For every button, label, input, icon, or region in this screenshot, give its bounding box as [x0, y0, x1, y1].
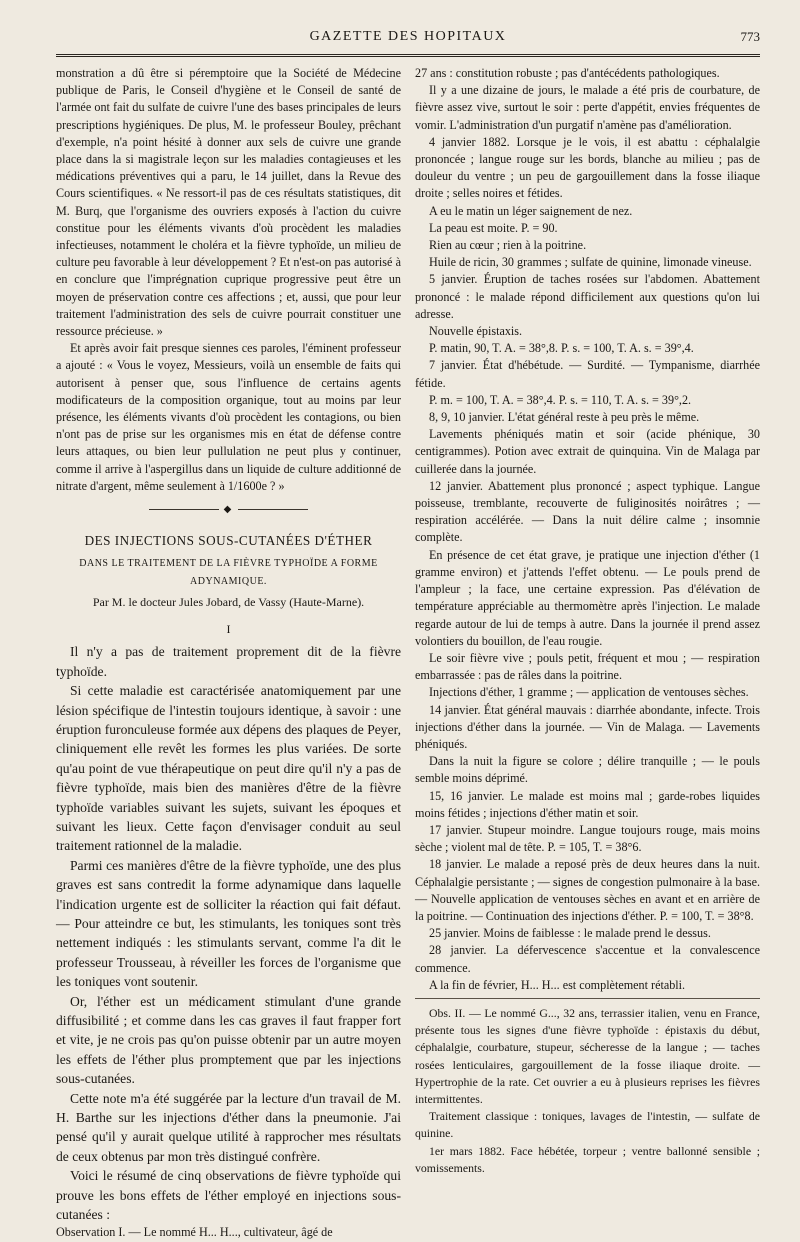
- page-header: [56, 26, 760, 48]
- observation-divider: [415, 998, 760, 999]
- case-paragraph: 15, 16 janvier. Le malade est moins mal ; garde-robes liquides moins fétides ; injections d'éther matin et soir.: [415, 788, 760, 820]
- case-paragraph: 28 janvier. La défervescence s'accentue et la convalescence commence.: [415, 943, 760, 975]
- case-paragraph: 5 janvier. Éruption de taches rosées sur l'abdomen. Abattement prononcé : le malade répond difficilement aux questions qu'on lui adresse.: [415, 272, 760, 321]
- body-paragraph: Parmi ces manières d'être de la fièvre typhoïde, une des plus graves est sans contredit la forme adynamique dans laquelle l'indication urgente est de solliciter la réaction qui fait défaut. — Pour atteindre ce but, les stimulants, les toniques sont très nettement indiqués : les stimulants servant, comme l'a dit le professeur Trousseau, à réveiller les forces de l'organisme que les toniques vont soutenir.: [56, 857, 401, 990]
- case-paragraph: 4 janvier 1882. Lorsque je le vois, il est abattu : céphalalgie prononcée ; langue rouge sur les bords, blanche au milieu ; pas de douleur du ventre ; un peu de gargouillement dans la fosse iliaque droite ; selles noires et fétides.: [415, 134, 760, 201]
- body-paragraph: Si cette maladie est caractérisée anatomiquement par une lésion spécifique de l'intestin toujours identique, à savoir : une éruption furonculeuse formée aux dépens des plaques de Peyer, cliniquement elle revêt les formes les plus variées. De sorte qu'au point de vue thérapeutique on peut dire qu'il n'y a pas de fièvre typhoïde, mais bien des manières d'être de la fièvre typhoïde variables suivant les sujets, suivant les époques et suivant les lieux. Cette façon d'envisager conduit au seul traitement rationnel de la maladie.: [56, 683, 401, 854]
- article-title: DES INJECTIONS SOUS-CUTANÉES D'ÉTHER: [84, 533, 373, 549]
- case-paragraph: P. matin, 90, T. A. = 38°,8. P. s. = 100, T. A. s. = 39°,4.: [429, 341, 694, 356]
- section-ornament: ◆: [56, 501, 401, 518]
- case-paragraph: Huile de ricin, 30 grammes ; sulfate de quinine, limonade vineuse.: [429, 255, 752, 270]
- observation-paragraph: 1er mars 1882. Face hébétée, torpeur ; ventre ballonné sensible ; vomissements.: [415, 1143, 760, 1175]
- case-paragraph: 8, 9, 10 janvier. L'état général reste à peu près le même.: [429, 410, 700, 425]
- body-paragraph: Or, l'éther est un médicament stimulant d'une grande diffusibilité ; et comme dans les cas graves il faut frapper fort et vite, je ne crois pas qu'on puisse obtenir par un autre moyen les effets de l'éther plus promptement que par les injections sous-cutanées.: [56, 993, 401, 1087]
- intro-paragraph: Et après avoir fait presque siennes ces paroles, l'éminent professeur a ajouté : « Vous le voyez, Messieurs, voilà un ensemble de faits qui autorisent à penser que, sous l'influence de certains agents modificateurs de la composition organique, tout au moins par leur présence, les éléments vivants d'où procèdent les contagions, ou bien n'ont pas de prise sur les organismes mis en état de défense contre leurs attaques, ou bien leur pullulation ne peut plus y continuer, comme il arrive à l'aspergillus dans un liquide de culture additionné de nitrate d'argent, même seulement à 1/1600e ? »: [56, 341, 401, 493]
- case-paragraph: Nouvelle épistaxis.: [429, 324, 523, 339]
- case-paragraph: 7 janvier. État d'hébétude. — Surdité. — Tympanisme, diarrhée fétide.: [415, 358, 760, 390]
- case-paragraph: A la fin de février, H... H... est complètement rétabli.: [429, 977, 686, 992]
- case-paragraph: 17 janvier. Stupeur moindre. Langue toujours rouge, mais moins sèche ; violent mal de tête. P. = 105, T. = 38°6.: [415, 822, 760, 855]
- case-paragraph: La peau est moite. P. = 90.: [429, 220, 558, 235]
- case-paragraph: 12 janvier. Abattement plus prononcé ; aspect typhique. Langue poisseuse, tremblante, recouverte de fuliginosités noirâtres ; — respiration accélérée. — Dans la nuit délire calme ; insomnie complète.: [415, 478, 760, 545]
- case-paragraph: P. m. = 100, T. A. = 38°,4. P. s. = 110, T. A. s. = 39°,2.: [429, 392, 692, 407]
- case-paragraph: Le soir fièvre vive ; pouls petit, fréquent et mou ; — respiration embarrassée : pas de râles dans la poitrine.: [415, 650, 760, 683]
- article-body: [56, 642, 401, 1224]
- article-subtitle: DANS LE TRAITEMENT DE LA FIÈVRE TYPHOÏDE A FORME ADYNAMIQUE.: [79, 558, 378, 587]
- case-paragraph: 18 janvier. Le malade a reposé près de deux heures dans la nuit. Céphalalgie persistante ; — signes de congestion pulmonaire à la base. — Nouvelle application de ventouses sèches en avant et en arrière de la poitrine. — Continuation des injections d'éther. P. = 100, T. = 38°8.: [415, 857, 760, 923]
- body-paragraph: Il n'y a pas de traitement proprement dit de la fièvre typhoïde.: [56, 644, 401, 679]
- intro-paragraph: monstration a dû être si péremptoire que la Société de Médecine publique de Paris, le Conseil d'hygiène et le Conseil de santé de l'armée ont fait du sulfate de cuivre l'une des bases principales de leurs prescriptions hygiéniques. De plus, M. le professeur Bouley, prêchant d'exemple, n'a point hésité à donner aux sels de cuivre une grande place dans la si magistrale leçon sur les maladies contagieuses et les médications préventives qui a paru, le 14 juillet, dans la Revue des Cours scientifiques. « Ne ressort-il pas de ces résultats statistiques, dit M. Burq, que l'organisme des ouvriers exposés à l'action du cuivre constitue pour les éléments vivants d'où procèdent les maladies infectieuses, notamment le choléra et la fièvre typhoïde, un milieu de culture peu favorable à leur développement ? Et n'est-on pas autorisé à en conclure que l'imprégnation cuprique progressive peut être un moyen de préservation contre ces affections ; et, aussi, que pour leur traitement l'administration des sels de cuivre pourrait constituer une ressource précieuse. »: [56, 66, 401, 339]
- observation-paragraph: Traitement classique : toniques, lavages de l'intestin, — sulfate de quinine.: [415, 1109, 760, 1141]
- case-paragraph: En présence de cet état grave, je pratique une injection d'éther (1 gramme environ) et j'attends l'effet obtenu. — Le pouls prend de l'ampleur ; la face, une certaine expression. Pas d'élévation de température appréciable au thermomètre après l'injection. Le malade regarde autour de lui de temps à autre. Dans la journée il prend assez volontiers du bouillon, de l'eau rougie.: [415, 547, 760, 648]
- article-author: Par M. le docteur Jules Jobard, de Vassy (Haute-Marne).: [92, 594, 365, 609]
- case-paragraph: 14 janvier. État général mauvais : diarrhée abondante, infecte. Trois injections d'éther dans la journée. — Vin de Malaga. — Lavements phéniqués.: [415, 702, 760, 751]
- case-paragraph: 25 janvier. Moins de faiblesse : le malade prend le dessus.: [429, 926, 711, 941]
- observation-paragraph: Obs. II. — Le nommé G..., 32 ans, terrassier italien, venu en France, présente tous les signes d'une fièvre typhoïde : épistaxis du début, céphalalgie, courbature, stupeur, sécheresse de la langue ; — taches rosées lenticulaires, gargouillement de la fosse iliaque droite. — Hypertrophie de la rate. Cet ouvrier a eu à plusieurs reprises les fièvres intermittentes.: [415, 1005, 760, 1106]
- case-paragraph: A eu le matin un léger saignement de nez.: [429, 203, 633, 218]
- journal-title: GAZETTE DES HOPITAUX: [309, 29, 507, 44]
- case-paragraph: 27 ans : constitution robuste ; pas d'antécédents pathologiques.: [415, 66, 720, 80]
- columns: [56, 65, 760, 1242]
- observation-heading: Observation I. — Le nommé H... H..., cultivateur, âgé de: [56, 1225, 333, 1240]
- case-paragraph: Rien au cœur ; rien à la poitrine.: [429, 238, 587, 253]
- case-paragraph: Injections d'éther, 1 gramme ; — application de ventouses sèches.: [429, 685, 749, 700]
- case-paragraph: Il y a une dizaine de jours, le malade a été pris de courbature, de fièvre assez vive, surtout le soir : perte d'appétit, envies fréquentes de vomir. L'administration d'un purgatif n'amène pas d'amélioration.: [415, 83, 760, 132]
- header-rule: [56, 54, 760, 57]
- case-paragraph: Dans la nuit la figure se colore ; délire tranquille ; — le pouls semble moins déprimé.: [415, 754, 760, 786]
- section-numeral: I: [226, 622, 231, 637]
- right-column: [415, 65, 760, 1242]
- left-column: [56, 65, 401, 1242]
- page-number: 773: [740, 29, 760, 44]
- body-paragraph: Cette note m'a été suggérée par la lecture d'un travail de M. H. Barthe sur les injections d'éther dans la pneumonie. J'ai pensé qu'il y aurait quelque utilité à rapprocher mes résultats de ceux obtenus par mon très distingué confrère.: [56, 1090, 401, 1164]
- case-paragraph: Lavements phéniqués matin et soir (acide phénique, 30 centigrammes). Potion avec extrait de quinquina. Vin de Malaga par cuillerée dans la journée.: [415, 427, 760, 476]
- body-paragraph: Voici le résumé de cinq observations de fièvre typhoïde qui prouve les bons effets de l'éther employé en injections sous-cutanées :: [56, 1168, 401, 1223]
